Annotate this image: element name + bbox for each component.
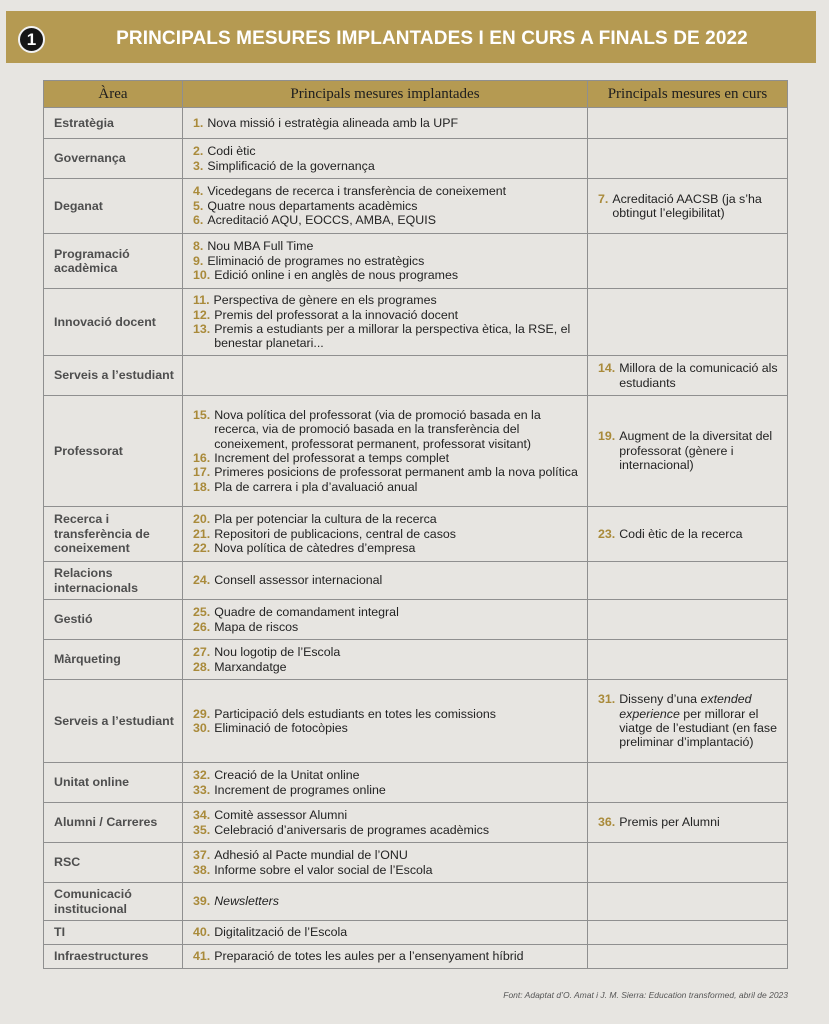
measure-number: 35. xyxy=(193,822,211,837)
area-cell: Infraestructures xyxy=(44,945,183,969)
implemented-cell xyxy=(183,108,588,139)
table-row xyxy=(44,600,788,640)
measure-item xyxy=(193,268,581,282)
measure-number: 21. xyxy=(193,526,211,541)
implemented-cell xyxy=(183,883,588,921)
measure-text: Premis a estudiants per a millorar la perspectiva ètica, la RSE, el benestar planetari... xyxy=(214,322,571,351)
ongoing-cell xyxy=(588,356,788,396)
area-cell: Professorat xyxy=(44,396,183,507)
table-row xyxy=(44,680,788,763)
measure-text: Codi ètic de la recerca xyxy=(619,526,743,541)
implemented-cell xyxy=(183,945,588,969)
ongoing-cell xyxy=(588,234,788,289)
measure-text: Participació dels estudiants en totes les comissions xyxy=(214,706,496,721)
measure-number: 25. xyxy=(193,605,211,620)
measure-text: Repositori de publicacions, central de casos xyxy=(214,526,456,541)
measure-text: Nova missió i estratègia alineada amb la UPF xyxy=(207,115,459,130)
measure-text: Primeres posicions de professorat permanent amb la nova política xyxy=(214,465,578,480)
ongoing-cell xyxy=(588,179,788,234)
area-cell: Comunicació institucional xyxy=(44,883,183,921)
measure-number: 33. xyxy=(193,782,211,797)
measure-text: Nova política del professorat (via de promoció basada en la recerca, via de promoció basada en la transferència del coneixement, professorat permanent, professorat visitant) xyxy=(214,407,541,451)
measure-item xyxy=(193,144,581,158)
table-row xyxy=(44,396,788,507)
measure-number: 12. xyxy=(193,307,211,322)
area-cell: Deganat xyxy=(44,179,183,234)
ongoing-cell xyxy=(588,562,788,600)
ongoing-cell xyxy=(588,803,788,843)
measure-number: 41. xyxy=(193,949,211,964)
table-header-row xyxy=(44,81,788,108)
ongoing-cell xyxy=(588,600,788,640)
measure-item xyxy=(193,322,581,351)
table-row xyxy=(44,763,788,803)
implemented-cell xyxy=(183,803,588,843)
measure-item xyxy=(193,527,581,541)
measure-text: Perspectiva de gènere en els programes xyxy=(213,293,437,308)
column-header-area: Àrea xyxy=(44,81,183,108)
ongoing-cell xyxy=(588,843,788,883)
table-row xyxy=(44,883,788,921)
measure-text: Adhesió al Pacte mundial de l’ONU xyxy=(214,848,408,863)
table-row xyxy=(44,108,788,139)
ongoing-cell xyxy=(588,680,788,763)
table-row xyxy=(44,507,788,562)
source-note: Font: Adaptat d’O. Amat i J. M. Sierra: Education transformed, abril de 2023 xyxy=(503,990,788,1000)
measure-item xyxy=(598,692,781,750)
area-cell: Gestió xyxy=(44,600,183,640)
measure-item xyxy=(193,823,581,837)
measure-number: 14. xyxy=(598,361,616,376)
ongoing-cell xyxy=(588,139,788,179)
measure-text: Vicedegans de recerca i transferència de coneixement xyxy=(207,184,507,199)
measure-number: 17. xyxy=(193,465,211,480)
measure-text: Nou logotip de l’Escola xyxy=(214,645,341,660)
measure-item xyxy=(193,848,581,862)
measure-text: Digitalització de l’Escola xyxy=(214,925,348,940)
measure-text: Newsletters xyxy=(214,894,279,909)
measure-item xyxy=(193,159,581,173)
measures-table xyxy=(43,80,788,969)
measure-number: 37. xyxy=(193,848,211,863)
measure-text: Quadre de comandament integral xyxy=(214,605,399,620)
measure-number: 31. xyxy=(598,692,616,707)
measure-text: Eliminació de fotocòpies xyxy=(214,721,348,735)
measure-number: 20. xyxy=(193,512,211,527)
measure-number: 7. xyxy=(598,191,609,206)
measure-text: Consell assessor internacional xyxy=(214,573,383,588)
measure-number: 2. xyxy=(193,144,204,159)
measure-item xyxy=(193,541,581,555)
area-cell: Alumni / Carreres xyxy=(44,803,183,843)
measure-item xyxy=(193,451,581,465)
area-cell: Programació acadèmica xyxy=(44,234,183,289)
measure-item xyxy=(598,361,781,390)
implemented-cell xyxy=(183,600,588,640)
ongoing-cell xyxy=(588,289,788,356)
measure-text: Pla per potenciar la cultura de la recerca xyxy=(214,512,437,527)
measure-text: Nou MBA Full Time xyxy=(207,239,314,254)
measure-number: 8. xyxy=(193,239,204,254)
measure-item xyxy=(193,480,581,494)
measure-number: 18. xyxy=(193,479,211,494)
table-row xyxy=(44,921,788,945)
measure-text: Pla de carrera i pla d’avaluació anual xyxy=(214,479,418,494)
area-cell: TI xyxy=(44,921,183,945)
measure-text: Eliminació de programes no estratègics xyxy=(207,253,425,268)
measure-item xyxy=(193,213,581,227)
implemented-cell xyxy=(183,843,588,883)
measure-item xyxy=(193,768,581,782)
area-cell: Serveis a l’estudiant xyxy=(44,680,183,763)
section-number-badge: 1 xyxy=(18,26,45,53)
area-cell: Innovació docent xyxy=(44,289,183,356)
measure-number: 29. xyxy=(193,706,211,721)
measure-text: Acreditació AACSB (ja s’ha obtingut l’elegibilitat) xyxy=(612,191,762,220)
table-row xyxy=(44,139,788,179)
ongoing-cell xyxy=(588,945,788,969)
measure-text: Acreditació AQU, EOCCS, AMBA, EQUIS xyxy=(207,213,436,228)
measure-text: Marxandatge xyxy=(214,659,287,674)
measure-number: 40. xyxy=(193,925,211,940)
implemented-cell xyxy=(183,507,588,562)
measure-item xyxy=(193,645,581,659)
measure-item xyxy=(193,116,581,130)
table-row xyxy=(44,179,788,234)
measure-text: Augment de la diversitat del professorat (gènere i internacional) xyxy=(619,429,773,473)
measure-item xyxy=(598,815,781,829)
measure-item xyxy=(193,707,581,721)
column-header-ongoing: Principals mesures en curs xyxy=(588,81,788,108)
measure-number: 16. xyxy=(193,451,211,465)
measure-item xyxy=(193,184,581,198)
implemented-cell xyxy=(183,234,588,289)
measure-item xyxy=(598,192,781,221)
measure-number: 15. xyxy=(193,407,211,422)
measure-number: 13. xyxy=(193,322,211,336)
measure-text: Increment del professorat a temps complet xyxy=(214,451,450,465)
measure-number: 11. xyxy=(193,293,210,308)
measure-number: 24. xyxy=(193,573,211,588)
table-row xyxy=(44,945,788,969)
measure-text: Codi ètic xyxy=(207,144,256,159)
column-header-implemented: Principals mesures implantades xyxy=(183,81,588,108)
area-cell: RSC xyxy=(44,843,183,883)
measure-text: Simplificació de la governança xyxy=(207,158,375,173)
area-cell: Unitat online xyxy=(44,763,183,803)
measure-text: Quatre nous departaments acadèmics xyxy=(207,198,418,213)
measure-number: 10. xyxy=(193,268,211,283)
measure-number: 36. xyxy=(598,815,616,830)
measure-number: 3. xyxy=(193,158,204,173)
ongoing-cell xyxy=(588,921,788,945)
measure-text: Creació de la Unitat online xyxy=(214,768,360,783)
measure-number: 6. xyxy=(193,213,204,228)
measure-number: 34. xyxy=(193,808,211,823)
measure-item xyxy=(193,783,581,797)
measure-item xyxy=(193,925,581,939)
implemented-cell xyxy=(183,640,588,680)
measure-number: 39. xyxy=(193,894,211,909)
measure-text: Preparació de totes les aules per a l’ensenyament híbrid xyxy=(214,949,524,964)
measure-number: 30. xyxy=(193,721,211,735)
table-row xyxy=(44,562,788,600)
area-cell: Recerca i transferència de coneixement xyxy=(44,507,183,562)
measure-item xyxy=(193,660,581,674)
measure-item xyxy=(193,573,581,587)
table-row xyxy=(44,640,788,680)
measure-text: Disseny d’una extended experience per millorar el viatge de l’estudiant (en fase preliminar d’implantació) xyxy=(619,692,777,750)
ongoing-cell xyxy=(588,108,788,139)
implemented-cell xyxy=(183,921,588,945)
measure-text: Premis del professorat a la innovació docent xyxy=(214,307,459,322)
implemented-cell xyxy=(183,179,588,234)
measure-number: 22. xyxy=(193,541,211,556)
measure-item xyxy=(193,721,581,735)
measure-item xyxy=(193,620,581,634)
measure-item xyxy=(193,808,581,822)
measure-number: 27. xyxy=(193,645,211,660)
table-row xyxy=(44,803,788,843)
area-cell: Serveis a l’estudiant xyxy=(44,356,183,396)
ongoing-cell xyxy=(588,883,788,921)
area-cell: Màrqueting xyxy=(44,640,183,680)
measure-item xyxy=(193,293,581,307)
area-cell: Relacions internacionals xyxy=(44,562,183,600)
measure-item xyxy=(193,949,581,963)
measure-number: 5. xyxy=(193,198,204,213)
measure-item xyxy=(193,308,581,322)
measure-number: 38. xyxy=(193,862,211,877)
ongoing-cell xyxy=(588,396,788,507)
measure-number: 32. xyxy=(193,768,211,783)
measure-item xyxy=(598,527,781,541)
measure-number: 4. xyxy=(193,184,204,199)
measure-item xyxy=(193,408,581,451)
implemented-cell xyxy=(183,763,588,803)
measure-text: Nova política de càtedres d’empresa xyxy=(214,541,416,556)
ongoing-cell xyxy=(588,763,788,803)
measure-item xyxy=(193,254,581,268)
measure-text: Premis per Alumni xyxy=(619,815,720,830)
table-row xyxy=(44,289,788,356)
measure-text: Edició online i en anglès de nous programes xyxy=(214,268,459,283)
table-row xyxy=(44,843,788,883)
ongoing-cell xyxy=(588,507,788,562)
implemented-cell xyxy=(183,680,588,763)
page-title: PRINCIPALS MESURES IMPLANTADES I EN CURS A FINALS DE 2022 xyxy=(116,28,748,49)
measure-number: 23. xyxy=(598,526,616,541)
measure-number: 19. xyxy=(598,429,616,444)
measure-text: Increment de programes online xyxy=(214,782,386,797)
measure-item xyxy=(193,199,581,213)
measure-text: Comitè assessor Alumni xyxy=(214,808,348,823)
measure-number: 9. xyxy=(193,253,204,268)
ongoing-cell xyxy=(588,640,788,680)
measure-item xyxy=(193,465,581,479)
measure-text: Mapa de riscos xyxy=(214,619,299,634)
measure-item xyxy=(193,863,581,877)
measure-item xyxy=(193,512,581,526)
measure-text: Millora de la comunicació als estudiants xyxy=(619,361,778,390)
measure-item xyxy=(193,605,581,619)
measure-number: 28. xyxy=(193,659,211,674)
measure-item xyxy=(193,894,581,908)
measure-text: Informe sobre el valor social de l’Escola xyxy=(214,862,433,877)
measure-text: Celebració d’aniversaris de programes acadèmics xyxy=(214,822,490,837)
measure-item xyxy=(598,429,781,472)
implemented-cell xyxy=(183,562,588,600)
area-cell: Estratègia xyxy=(44,108,183,139)
measure-item xyxy=(193,239,581,253)
implemented-cell xyxy=(183,396,588,507)
implemented-cell xyxy=(183,139,588,179)
implemented-cell xyxy=(183,289,588,356)
measure-number: 26. xyxy=(193,619,211,634)
table-row xyxy=(44,356,788,396)
area-cell: Governança xyxy=(44,139,183,179)
implemented-cell xyxy=(183,356,588,396)
measure-number: 1. xyxy=(193,115,204,130)
table-row xyxy=(44,234,788,289)
